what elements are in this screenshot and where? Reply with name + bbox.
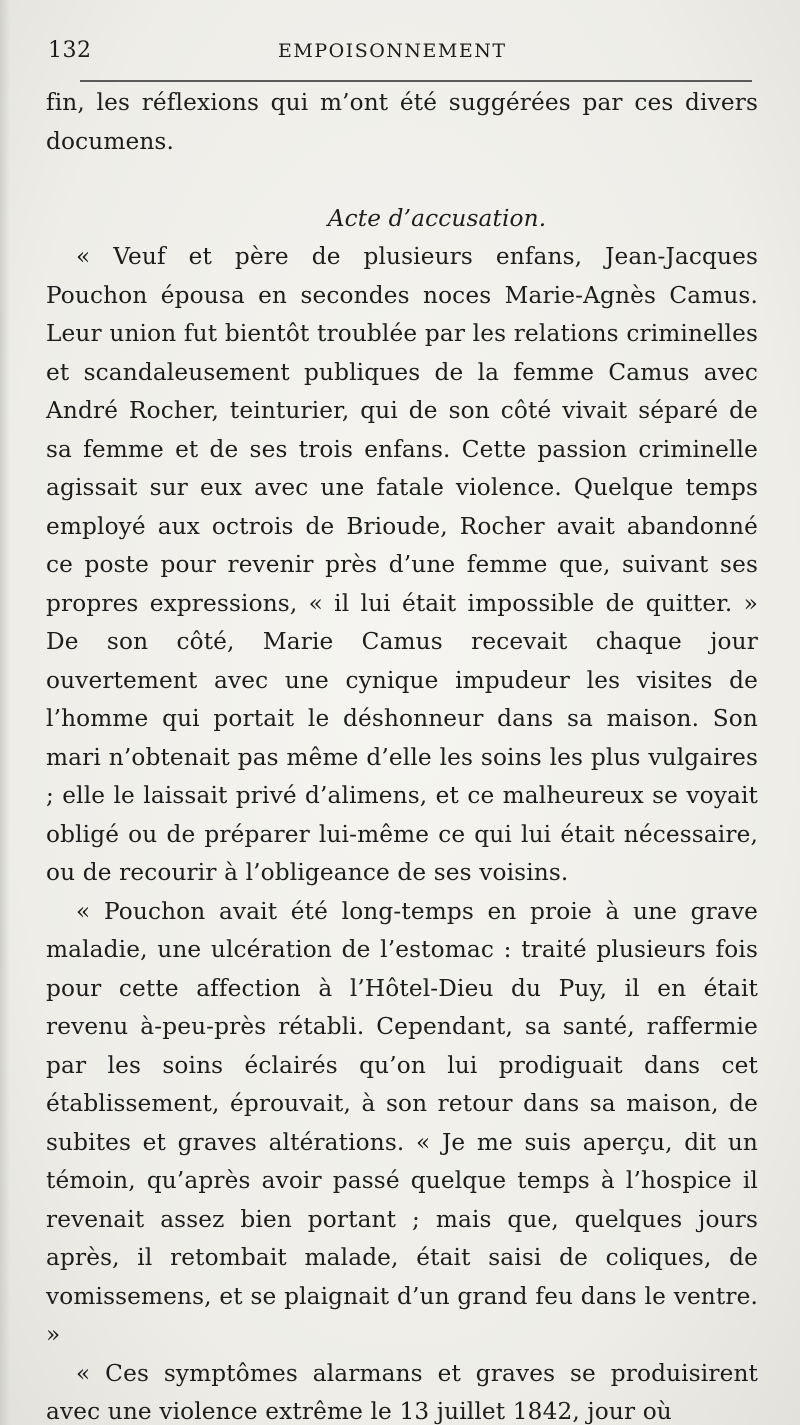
page-number: 132 bbox=[48, 38, 92, 63]
section-spacer bbox=[46, 161, 758, 200]
page-header bbox=[48, 38, 756, 74]
header-rule bbox=[80, 80, 752, 82]
gutter-shadow bbox=[0, 0, 10, 1425]
running-head: EMPOISONNEMENT bbox=[278, 40, 507, 62]
intro-continuation: fin, les réflexions qui m’ont été suggérées par ces divers documens. bbox=[46, 89, 758, 155]
body-text bbox=[46, 84, 758, 1425]
section-title: Acte d’accusation. bbox=[327, 204, 547, 232]
paragraph-1: « Veuf et père de plusieurs enfans, Jean-Jacques Pouchon épousa en secondes noces Marie-Agnès Camus. Leur union fut bientôt troublée par les relations criminelles et scandaleusement publiques de la femme Camus avec André Rocher, teinturier, qui de son côté vivait séparé de sa femme et de ses trois enfans. Cette passion criminelle agissait sur eux avec une fatale violence. Quelque temps employé aux octrois de Brioude, Rocher avait abandonné ce poste pour revenir près d’une femme que, suivant ses propres expressions, « il lui était impossible de quitter. » De son côté, Marie Camus recevait chaque jour ouvertement avec une cynique impudeur les visites de l’homme qui portait le déshonneur dans sa maison. Son mari n’obtenait pas même d’elle les soins les plus vulgaires ; elle le laissait privé d’alimens, et ce malheureux se voyait obligé ou de préparer lui-même ce qui lui était nécessaire, ou de recourir à l’obligeance de ses voisins. bbox=[46, 243, 758, 886]
paragraph-2: « Pouchon avait été long-temps en proie à une grave maladie, une ulcération de l’estomac : traité plusieurs fois pour cette affection à l’Hôtel-Dieu du Puy, il en était revenu à-peu-près rétabli. Cependant, sa santé, raffermie par les soins éclairés qu’on lui prodiguait dans cet établissement, éprouvait, à son retour dans sa maison, de subites et graves altérations. « Je me suis aperçu, dit un témoin, qu’après avoir passé quelque temps à l’hospice il revenait assez bien portant ; mais que, quelques jours après, il retombait malade, était saisi de coliques, de vomissemens, et se plaignait d’un grand feu dans le ventre. » bbox=[46, 897, 758, 1348]
paragraph-3: « Ces symptômes alarmans et graves se produisirent avec une violence extrême le 13 juillet 1842, jour où bbox=[46, 1359, 758, 1425]
